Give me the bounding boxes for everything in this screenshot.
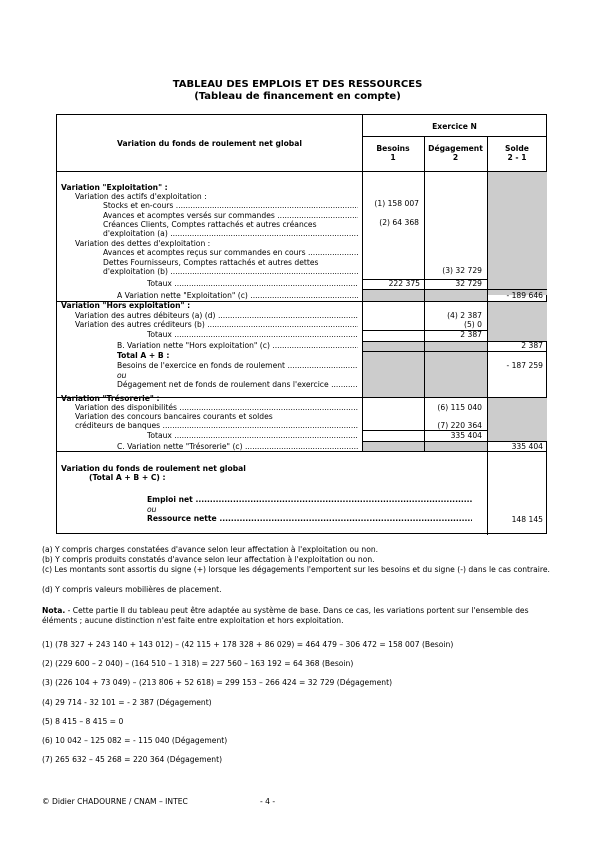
- row-line-exercice: [362, 136, 547, 137]
- avances-recues-label: Avances et acomptes reçus sur commandes en cours .....: [103, 248, 358, 258]
- calculation-7: (7) 265 632 – 45 268 = 220 364 (Dégagement): [42, 755, 223, 764]
- creances-label-2: d'exploitation (a) .....: [103, 229, 358, 239]
- hors-net-solde: 2 387: [521, 341, 543, 350]
- stocks-besoin: (1) 158 007: [374, 199, 419, 208]
- nota-label: Nota.: [42, 606, 66, 615]
- emploi-net-label: Emploi net .....: [147, 495, 472, 505]
- stocks-label: Stocks et en-cours .....: [103, 201, 358, 211]
- crediteurs-degagement: (5) 0: [463, 320, 482, 329]
- actifs-label: Variation des actifs d'exploitation :: [75, 192, 207, 201]
- disponibilites-label: Variation des disponibilités .....: [75, 403, 358, 413]
- footnote-b: (b) Y compris produits constatés d'avance selon leur affectation à l'exploitation ou non.: [42, 555, 375, 564]
- header-exercice: Exercice N: [432, 122, 477, 131]
- header-besoins-n: 1: [390, 153, 396, 162]
- ressource-nette-label: Ressource nette .....: [147, 514, 472, 524]
- hors-heading: Variation "Hors exploitation" :: [61, 301, 191, 310]
- debiteurs-label: Variation des autres débiteurs (a) (d) .....: [75, 311, 358, 321]
- row-line-header: [57, 171, 547, 172]
- global-heading-1: Variation du fonds de roulement net global: [61, 464, 246, 473]
- footer-page-number: - 4 -: [260, 797, 276, 806]
- footnote-d: (d) Y compris valeurs mobilières de placement.: [42, 585, 222, 594]
- besoins-exercice-label: Besoins de l'exercice en fonds de roulement .....: [117, 361, 358, 371]
- header-solde-n: 2 - 1: [507, 153, 527, 162]
- col-line-solde: [487, 136, 488, 535]
- calculation-3: (3) (226 104 + 73 049) – (213 806 + 52 618) = 299 153 – 266 424 = 32 729 (Dégagement): [42, 678, 393, 687]
- global-heading-2: (Total A + B + C) :: [89, 473, 166, 482]
- fournisseurs-degagement: (3) 32 729: [442, 266, 482, 275]
- crediteurs-label: Variation des autres créditeurs (b) .....: [75, 320, 358, 330]
- dettes-label: Variation des dettes d'exploitation :: [75, 239, 211, 248]
- disponibilites-degagement: (6) 115 040: [437, 403, 482, 412]
- creances-besoin: (2) 64 368: [379, 218, 419, 227]
- exploitation-net-label: A Variation nette "Exploitation" (c) .....: [117, 291, 358, 301]
- avances-versees-label: Avances et acomptes versés sur commandes .....: [103, 211, 358, 221]
- degagement-net-label: Dégagement net de fonds de roulement dans l'exercice .....: [117, 380, 358, 390]
- calculation-1: (1) (78 327 + 243 140 + 143 012) – (42 115 + 178 328 + 86 029) = 464 479 – 306 472 = 158 007 (Besoin): [42, 640, 454, 649]
- tresorerie-heading: Variation "Trésorerie" :: [61, 394, 160, 403]
- shade-solde-exploitation: [487, 171, 547, 295]
- ressource-nette-solde: 148 145: [511, 515, 543, 524]
- header-degagement: Dégagement: [428, 144, 483, 153]
- calculation-4: (4) 29 714 - 32 101 = - 2 387 (Dégagement): [42, 698, 212, 707]
- concours-label-1: Variation des concours bancaires courants et soldes: [75, 412, 273, 421]
- ou-separator: ou: [117, 371, 127, 380]
- header-solde: Solde: [505, 144, 529, 153]
- header-left: Variation du fonds de roulement net global: [117, 139, 302, 148]
- footer-copyright: © Didier CHADOURNE / CNAM – INTEC: [42, 797, 188, 806]
- concours-label-2: créditeurs de banques .....: [75, 421, 358, 431]
- concours-degagement: (7) 220 364: [437, 421, 482, 430]
- exploitation-totaux-degagement: 32 729: [455, 279, 482, 288]
- header-degagement-n: 2: [452, 153, 459, 162]
- hors-totaux-label: Totaux .....: [147, 330, 358, 340]
- calculation-5: (5) 8 415 – 8 415 = 0: [42, 717, 124, 726]
- financing-table: [56, 114, 547, 534]
- hors-totaux-degagement: 2 387: [460, 330, 482, 339]
- global-ou: ou: [147, 505, 157, 514]
- footnote-c: (c) Les montants sont assortis du signe (+) lorsque les dégagements l'emportent sur les besoins et du signe (-) dans le cas contraire.: [42, 565, 550, 574]
- exploitation-net-solde: - 189 646: [506, 291, 543, 300]
- shade-solde-tresorerie: [487, 397, 547, 441]
- calculation-6: (6) 10 042 – 125 082 = - 115 040 (Dégagement): [42, 736, 228, 745]
- row-line-hors-net: [362, 351, 547, 352]
- nota-text: - Cette partie II du tableau peut être adaptée au système de base. Dans ce cas, les variations portent sur l'ensemble des éléments ; aucune distinction n'est faite entre exploitation et hors exploitation.: [42, 606, 529, 625]
- calculation-2: (2) (229 600 – 2 040) – (164 510 – 1 318) = 227 560 – 163 192 = 64 368 (Besoin): [42, 659, 354, 668]
- fournisseurs-label-2: d'exploitation (b) .....: [103, 267, 358, 277]
- tresorerie-totaux-label: Totaux .....: [147, 431, 358, 441]
- debiteurs-degagement: (4) 2 387: [447, 311, 482, 320]
- exploitation-heading: Variation "Exploitation" :: [61, 183, 168, 192]
- total-ab-label: Total A + B :: [117, 351, 170, 360]
- page-subtitle: (Tableau de financement en compte): [194, 91, 401, 102]
- creances-label-1: Créances Clients, Comptes rattachés et autres créances: [103, 220, 317, 229]
- page-title: TABLEAU DES EMPLOIS ET DES RESSOURCES: [172, 79, 423, 90]
- fournisseurs-label-1: Dettes Fournisseurs, Comptes rattachés et autres dettes: [103, 258, 319, 267]
- tresorerie-net-solde: 335 404: [511, 442, 543, 451]
- nota-paragraph: [42, 606, 554, 625]
- hors-net-label: B. Variation nette "Hors exploitation" (c) .....: [117, 341, 358, 351]
- total-ab-solde: - 187 259: [506, 361, 543, 370]
- footnote-a: (a) Y compris charges constatées d'avance selon leur affectation à l'exploitation ou non.: [42, 545, 379, 554]
- tresorerie-totaux-degagement: 335 404: [450, 431, 482, 440]
- shade-solde-hors: [487, 301, 547, 341]
- exploitation-totaux-label: Totaux .....: [147, 279, 358, 289]
- header-besoins: Besoins: [376, 144, 410, 153]
- tresorerie-net-label: C. Variation nette "Trésorerie" (c) .....: [117, 442, 358, 452]
- row-line-totaux-bottom: [362, 289, 547, 290]
- exploitation-totaux-besoin: 222 375: [388, 279, 420, 288]
